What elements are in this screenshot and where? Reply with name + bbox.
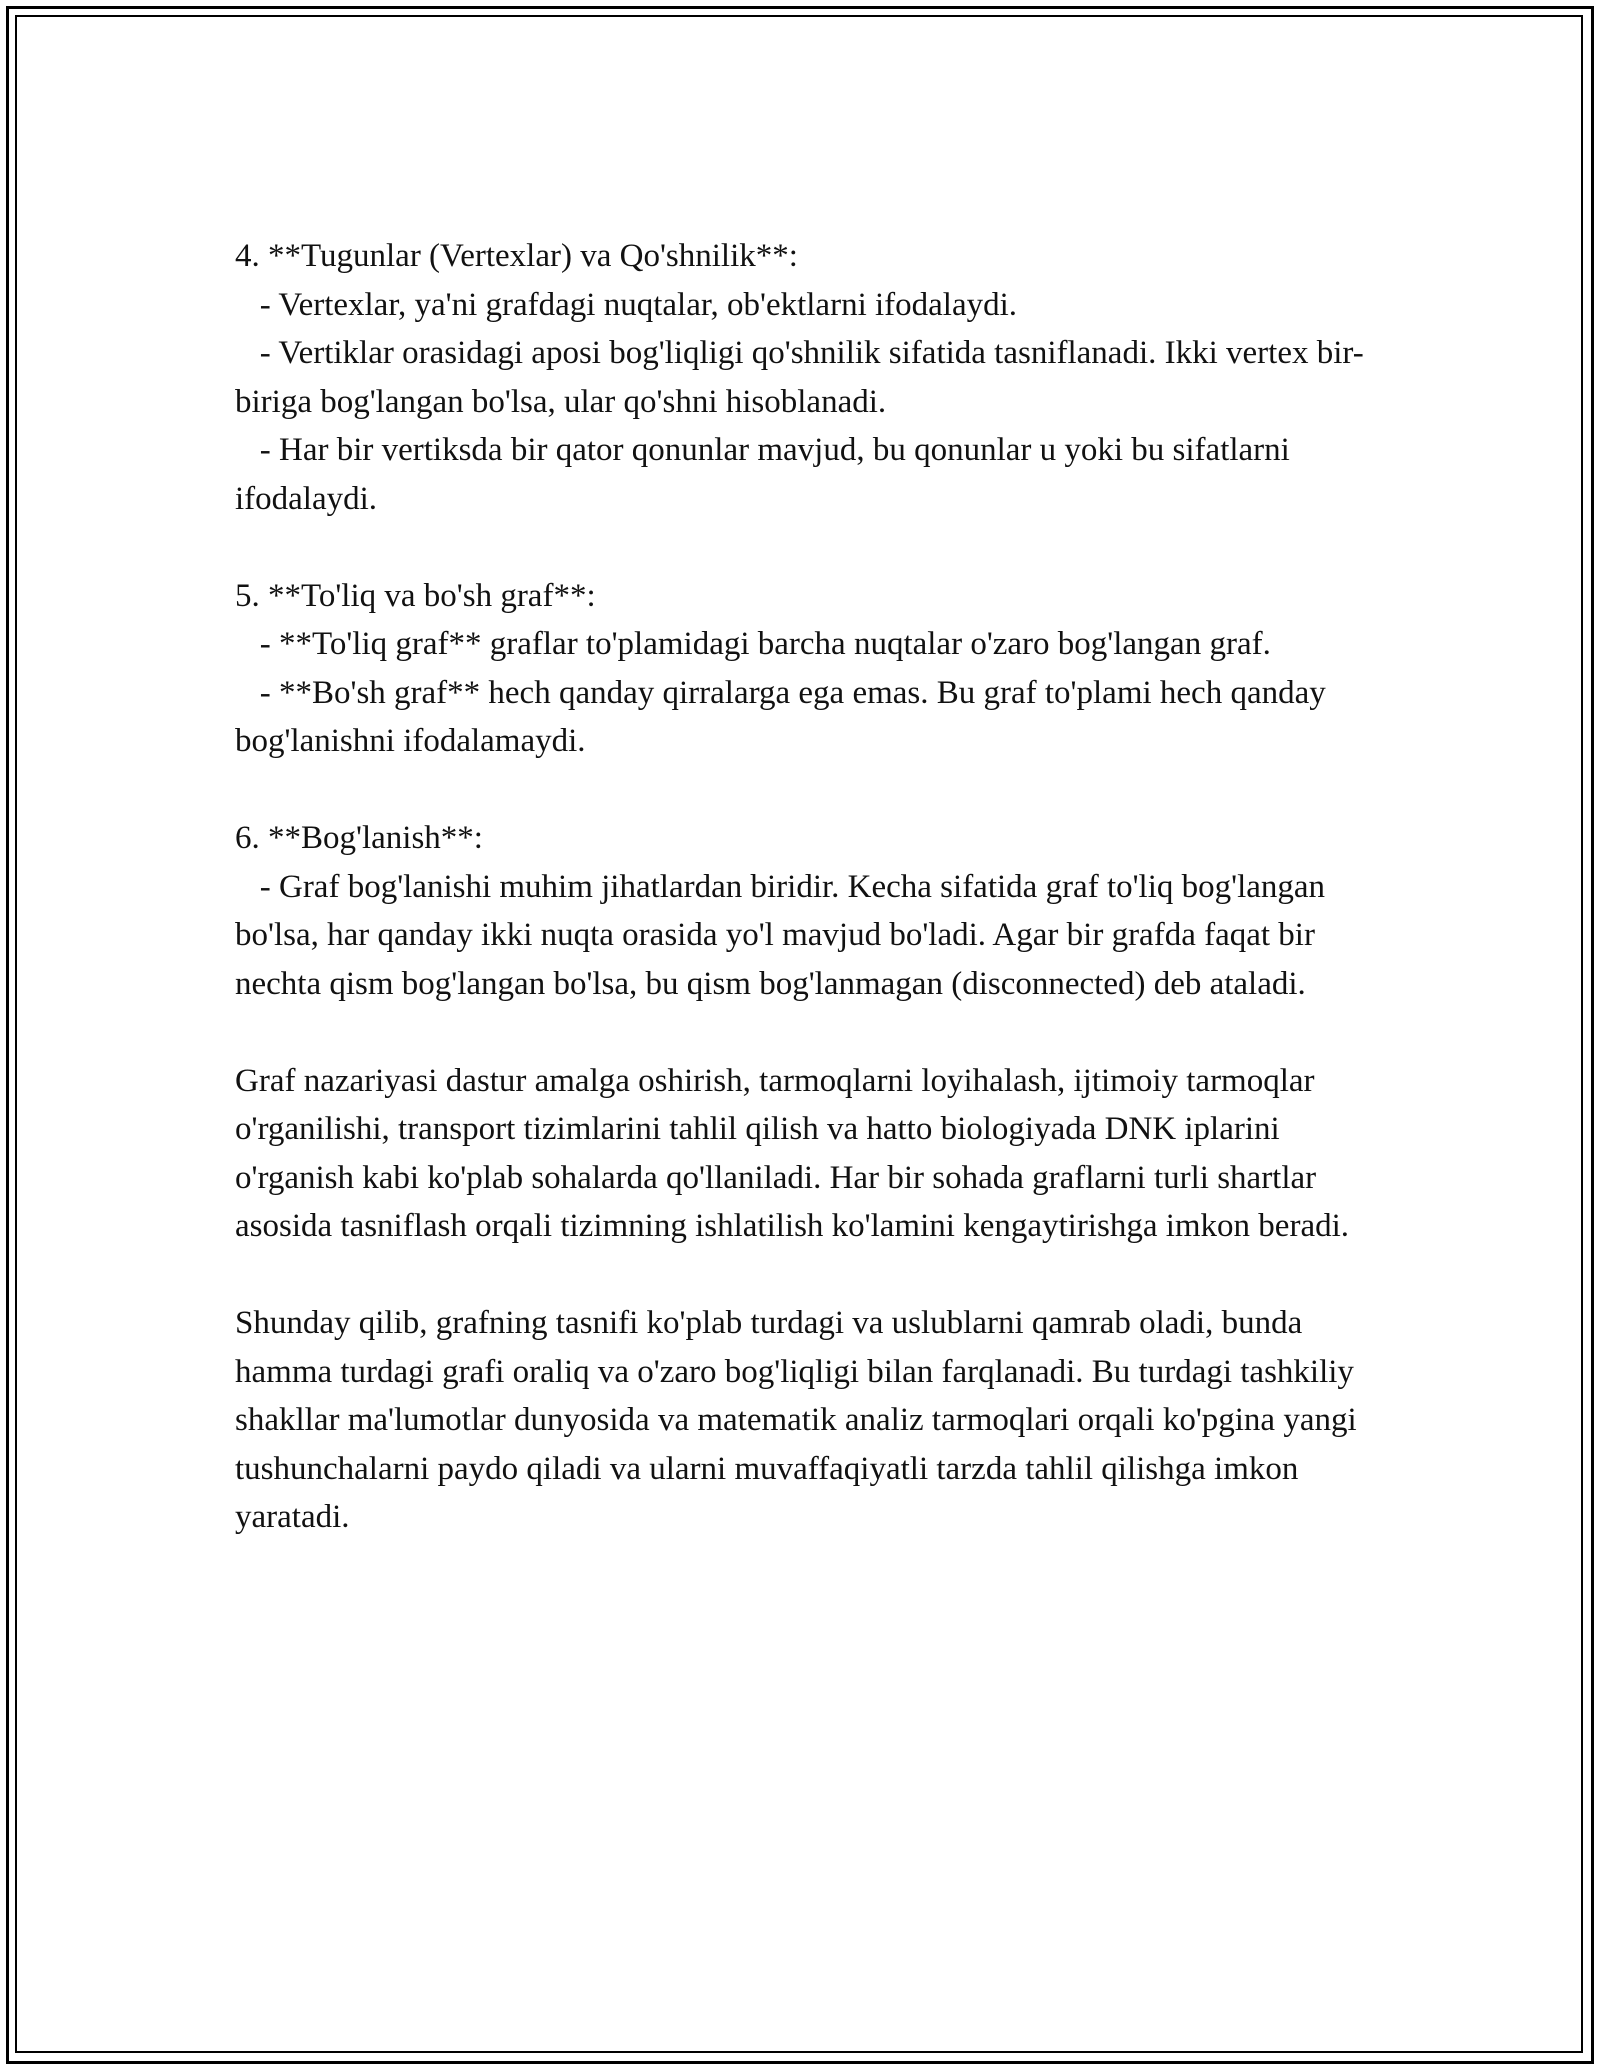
section-5-bullet: - **Bo'sh graf** hech qanday qirralarga ega emas. Bu graf to'plami hech qanday bog'lanishni ifodalamaydi. [235,674,1334,759]
section-5-heading: 5. **To'liq va bo'sh graf**: [235,577,596,614]
document-body [235,232,1375,1542]
paragraph-gap [235,1251,1375,1300]
section-4-bullet: - Har bir vertiksda bir qator qonunlar mavjud, bu qonunlar u yoki bu sifatlarni ifodalaydi. [235,432,1299,517]
section-4-heading: 4. **Tugunlar (Vertexlar) va Qo'shnilik**: [235,238,798,274]
body-paragraph: Graf nazariyasi dastur amalga oshirish, tarmoqlarni loyihalash, ijtimoiy tarmoqlar o'rganilishi, transport tizimlarini tahlil qilish va hatto biologiyada DNK iplarini o'rganish kabi ko'plab sohalarda qo'llaniladi. Har bir sohada graflarni turli shartlar asosida tasniflash orqali tizimning ishlatilish ko'lamini kengaytirishga imkon beradi. [235,1062,1350,1244]
paragraph-gap [235,766,1375,815]
paragraph-gap [235,523,1375,572]
section-6-bullet: - Graf bog'lanishi muhim jihatlardan biridir. Kecha sifatida graf to'liq bog'langan bo'lsa, har qanday ikki nuqta orasida yo'l mavjud bo'ladi. Agar bir grafda faqat bir nechta qism bog'langan bo'lsa, bu qism bog'lanmagan (disconnected) deb ataladi. [235,868,1334,1002]
section-4-bullet: - Vertiklar orasidagi aposi bog'liqligi qo'shnilik sifatida tasniflanadi. Ikki vertex bir-biriga bog'langan bo'lsa, ular qo'shni hisoblanadi. [235,335,1364,420]
section-6-heading: 6. **Bog'lanish**: [235,820,483,856]
body-paragraph: Shunday qilib, grafning tasnifi ko'plab turdagi va uslublarni qamrab oladi, bunda hamma turdagi grafi oraliq va o'zaro bog'liqligi bilan farqlanadi. Bu turdagi tashkiliy shakllar ma'lumotlar dunyosida va matematik analiz tarmoqlari orqali ko'pgina yangi tushunchalarni paydo qiladi va ularni muvaffaqiyatli tarzda tahlil qilishga imkon yaratadi. [235,1305,1365,1535]
section-5-bullet: - **To'liq graf** graflar to'plamidagi barcha nuqtalar o'zaro bog'langan graf. [235,626,1271,662]
section-4-bullet: - Vertexlar, ya'ni grafdagi nuqtalar, ob'ektlarni ifodalaydi. [235,286,1018,323]
paragraph-gap [235,1008,1375,1057]
